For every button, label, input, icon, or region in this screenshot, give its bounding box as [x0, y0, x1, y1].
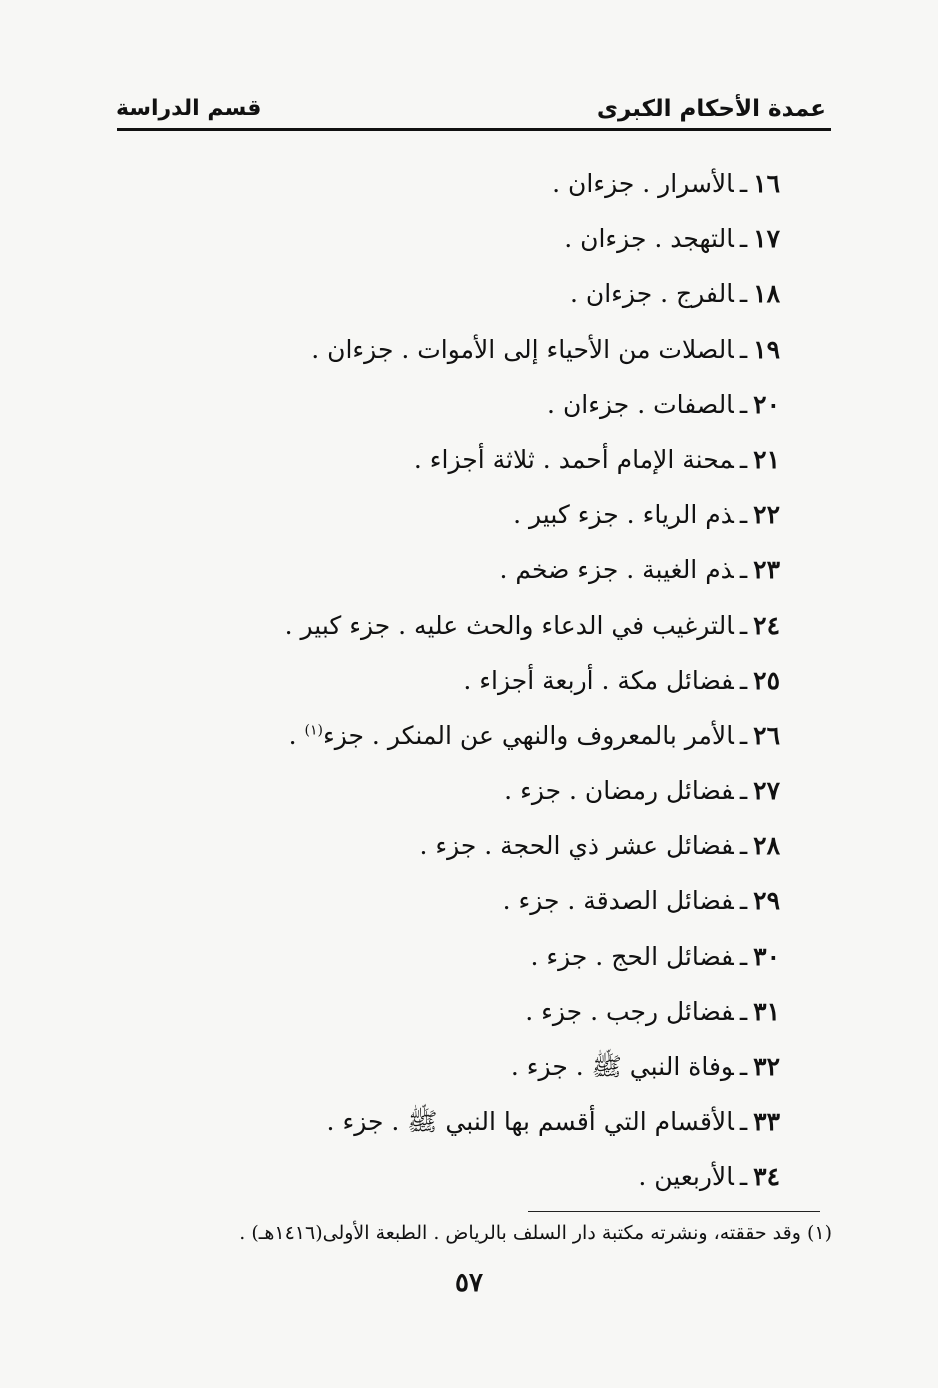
item-text: الأسرار . جزءان .: [552, 169, 734, 198]
item-number: ٢٠: [753, 389, 780, 419]
item-text: فضائل رمضان . جزء .: [504, 776, 734, 806]
item-number: ٣٠: [753, 941, 780, 971]
item-number: ٢٣: [753, 555, 780, 585]
page-number: ٥٧: [455, 1268, 483, 1298]
item-text: التهجد . جزءان .: [564, 224, 734, 254]
list-item: [180, 655, 780, 710]
list-item: [180, 489, 780, 544]
item-text: الأقسام التي أقسم بها النبي ﷺ . جزء .: [326, 1107, 734, 1137]
item-separator: ـ: [739, 169, 748, 198]
list-item: [180, 1041, 780, 1096]
running-header-title: عمدة الأحكام الكبرى: [596, 96, 826, 122]
item-number: ٢١: [753, 444, 780, 474]
item-text: الترغيب في الدعاء والحث عليه . جزء كبير .: [284, 610, 734, 640]
list-item: [180, 820, 780, 875]
list-item: [180, 600, 780, 655]
list-item: [180, 1096, 780, 1151]
list-item: [180, 875, 780, 930]
item-text: فضائل عشر ذي الحجة . جزء .: [419, 831, 734, 861]
list-item: [180, 1151, 780, 1206]
item-number: ٢٥: [753, 665, 780, 695]
item-number: ١٦: [753, 169, 780, 198]
item-separator: ـ: [739, 996, 748, 1026]
item-text: الصفات . جزءان .: [547, 389, 734, 419]
item-text: وفاة النبي ﷺ . جزء .: [510, 1052, 734, 1081]
item-separator: ـ: [739, 941, 748, 971]
item-text: محنة الإمام أحمد . ثلاثة أجزاء .: [413, 444, 734, 474]
item-number: ٣٤: [753, 1162, 780, 1192]
item-separator: ـ: [739, 500, 748, 530]
item-text: فضائل مكة . أربعة أجزاء .: [463, 665, 734, 695]
item-separator: ـ: [739, 334, 748, 364]
list-item: [180, 986, 780, 1041]
item-separator: ـ: [739, 665, 748, 695]
item-number: ٢٩: [753, 886, 780, 916]
item-separator: ـ: [739, 610, 748, 640]
list-item: [180, 434, 780, 489]
item-separator: ـ: [739, 776, 748, 806]
item-separator: ـ: [739, 831, 748, 861]
item-number: ١٨: [753, 279, 780, 309]
item-number: ١٧: [753, 224, 780, 254]
list-item: [180, 379, 780, 434]
item-number: ٣٢: [753, 1052, 780, 1081]
item-separator: ـ: [739, 720, 748, 750]
item-text: فضائل رجب . جزء .: [525, 996, 734, 1026]
item-text: فضائل الحج . جزء .: [530, 941, 734, 971]
list-item: [180, 158, 780, 213]
item-separator: ـ: [739, 1107, 748, 1137]
list-item: [180, 710, 780, 765]
item-number: ٢٢: [753, 500, 780, 530]
item-number: ٢٦: [753, 720, 780, 750]
item-separator: ـ: [739, 1052, 748, 1081]
list-item: [180, 544, 780, 599]
list-item: [180, 765, 780, 820]
item-text: الأمر بالمعروف والنهي عن المنكر . جزء: [322, 720, 734, 750]
item-separator: ـ: [739, 1162, 748, 1192]
item-number: ٢٨: [753, 831, 780, 861]
footnote-reference: (١): [304, 722, 323, 739]
list-item: [180, 324, 780, 379]
item-number: ٢٧: [753, 776, 780, 806]
item-text: ذم الغيبة . جزء ضخم .: [499, 555, 734, 585]
list-item: [180, 931, 780, 986]
list-item: [180, 213, 780, 268]
item-text-end: .: [288, 720, 305, 750]
item-separator: ـ: [739, 555, 748, 585]
list-item: [180, 268, 780, 323]
item-text: الأربعين .: [638, 1162, 734, 1192]
item-text: الصلات من الأحياء إلى الأموات . جزءان .: [311, 334, 734, 364]
item-text: فضائل الصدقة . جزء .: [502, 886, 734, 916]
works-list: [180, 158, 780, 1207]
item-text: ذم الرياء . جزء كبير .: [513, 500, 734, 530]
item-text: الفرج . جزءان .: [569, 279, 734, 309]
item-number: ٣٣: [753, 1107, 780, 1137]
item-separator: ـ: [739, 279, 748, 309]
item-number: ٢٤: [753, 610, 780, 640]
item-separator: ـ: [739, 886, 748, 916]
header-rule: [117, 128, 831, 131]
item-number: ١٩: [753, 334, 780, 364]
item-separator: ـ: [739, 224, 748, 254]
footnote: (١) وقد حققته، ونشرته مكتبة دار السلف بالرياض . الطبعة الأولى(١٤١٦هـ) .: [239, 1222, 832, 1244]
footnote-rule: [528, 1211, 820, 1212]
item-separator: ـ: [739, 444, 748, 474]
running-header-section: قسم الدراسة: [116, 96, 262, 121]
item-separator: ـ: [739, 389, 748, 419]
item-number: ٣١: [753, 996, 780, 1026]
